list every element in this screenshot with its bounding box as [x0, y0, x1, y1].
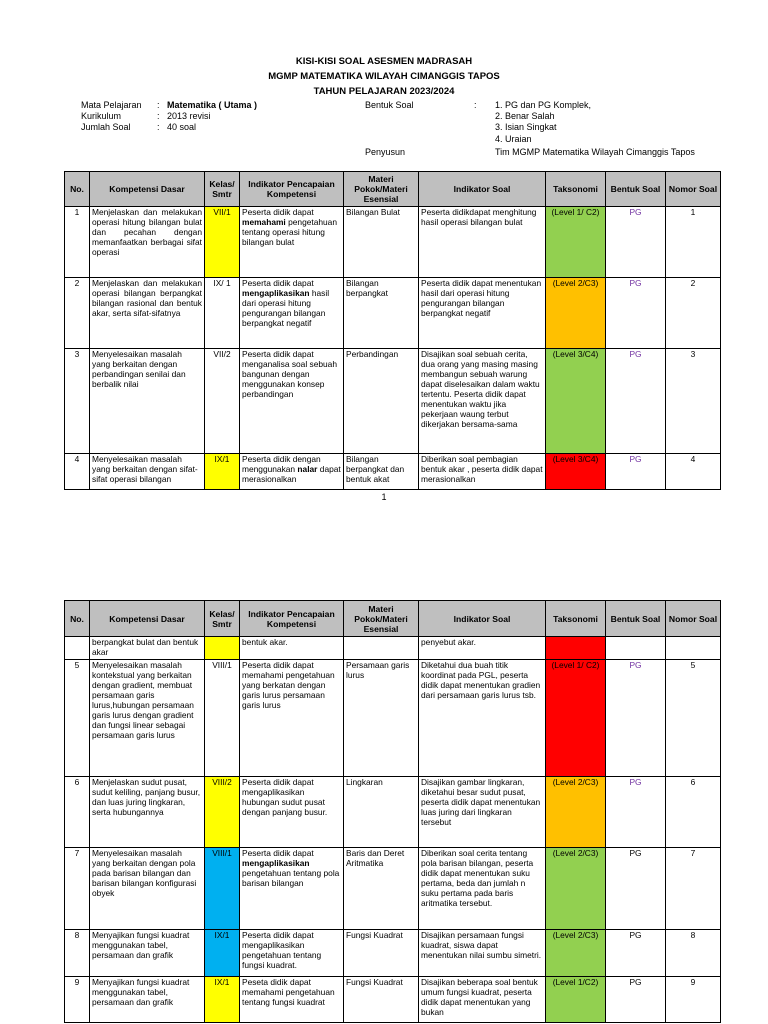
- indikator-pencapaian: Peserta didik dapat mengaplikasikan pengetahuan tentang pola barisan bilangan: [240, 848, 344, 930]
- table-row: [65, 977, 721, 1023]
- penyusun-label: Penyusun: [365, 147, 406, 157]
- col-header: Indikator Pencapaian Kompetensi: [240, 601, 344, 637]
- kelas-smtr: IX/1: [205, 454, 240, 490]
- indikator-pencapaian: Peserta didik dapat mengaplikasikan hubungan sudut pusat dengan panjang busur.: [240, 777, 344, 848]
- bentuk-soal: PG: [606, 349, 666, 454]
- kompetensi-dasar: Menyelesaikan masalah kontekstual yang berkaitan dengan gradient, membuat persamaan garis lurus,hubungan persamaan garis lurus dengan gradient dan fungsi linear sebagai persamaan garis lurus: [90, 660, 205, 777]
- penyusun-value: Tim MGMP Matematika Wilayah Cimanggis Tapos: [495, 147, 695, 157]
- col-header: Kompetensi Dasar: [90, 172, 205, 207]
- table-row: [65, 349, 721, 454]
- bentuk-label: Bentuk Soal: [365, 100, 414, 110]
- kisi-table: [64, 171, 721, 490]
- materi-pokok: Fungsi Kuadrat: [344, 977, 419, 1023]
- col-header: Kompetensi Dasar: [90, 601, 205, 637]
- kompetensi-dasar: Menyajikan fungsi kuadrat menggunakan tabel, persamaan dan grafik: [90, 977, 205, 1023]
- kelas-smtr: VIII/1: [205, 660, 240, 777]
- nomor-soal: 2: [666, 278, 721, 349]
- row-no: 1: [65, 207, 90, 278]
- table-row: [65, 777, 721, 848]
- col-header: No.: [65, 601, 90, 637]
- table-row: [65, 660, 721, 777]
- row-no: 4: [65, 454, 90, 490]
- table-row: [65, 278, 721, 349]
- indikator-pencapaian: Peseta didik dapat memahami pengetahuan tentang fungsi kuadrat: [240, 977, 344, 1023]
- taksonomi: (Level 2/C3): [546, 278, 606, 349]
- mapel-value: Matematika ( Utama ): [167, 100, 258, 110]
- indikator-soal: Disajikan soal sebuah cerita, dua orang yang masing masing membangun sebuah warung dapat diselesaikan dalam waktu tertentu. Peserta didik dapat menentukan waktu jika pekerjaan waung terbut dikerjakan bersama-sama: [419, 349, 546, 454]
- page-1: [0, 0, 768, 510]
- materi-pokok: Lingkaran: [344, 777, 419, 848]
- row-no: 7: [65, 848, 90, 930]
- colon: :: [157, 111, 160, 121]
- table-header-row: [65, 172, 721, 207]
- col-header: No.: [65, 172, 90, 207]
- table-row: [65, 454, 721, 490]
- indikator-pencapaian: Peserta didik dengan menggunakan nalar dapat merasionalkan: [240, 454, 344, 490]
- indikator-soal: Peserta didikdapat menghitung hasil operasi bilangan bulat: [419, 207, 546, 278]
- row-no: 3: [65, 349, 90, 454]
- kelas-smtr: VII/2: [205, 349, 240, 454]
- col-header: Materi Pokok/Materi Esensial: [344, 172, 419, 207]
- kompetensi-dasar: Menyelesaikan masalah yang berkaitan dengan perbandingan senilai dan berbalik nilai: [90, 349, 205, 454]
- kompetensi-dasar: berpangkat bulat dan bentuk akar: [90, 637, 205, 660]
- col-header: Kelas/ Smtr: [205, 172, 240, 207]
- indikator-soal: Peserta didik dapat menentukan hasil dari operasi hitung pengurangan bilangan berpangkat negatif: [419, 278, 546, 349]
- jumlah-value: 40 soal: [167, 122, 197, 132]
- doc-title: KISI-KISI SOAL ASESMEN MADRASAH: [295, 56, 473, 67]
- bentuk-soal: PG: [606, 278, 666, 349]
- col-header: Bentuk Soal: [606, 601, 666, 637]
- nomor-soal: 4: [666, 454, 721, 490]
- materi-pokok: Bilangan Bulat: [344, 207, 419, 278]
- bentuk-item: 1. PG dan PG Komplek,: [495, 100, 592, 110]
- bentuk-soal: PG: [606, 848, 666, 930]
- materi-pokok: Fungsi Kuadrat: [344, 930, 419, 977]
- nomor-soal: 3: [666, 349, 721, 454]
- kisi-table: [64, 600, 721, 1023]
- indikator-soal: penyebut akar.: [419, 637, 546, 660]
- taksonomi: (Level 3/C4): [546, 454, 606, 490]
- table-row: [65, 930, 721, 977]
- indikator-soal: Diberikan soal cerita tentang pola barisan bilangan, peserta didik dapat menentukan suku pertama, beda dan jumlah n suku pertama pada baris aritmatika tersebut.: [419, 848, 546, 930]
- kompetensi-dasar: Menyelesaikan masalah yang berkaitan dengan pola pada barisan bilangan dan barisan bilangan konfigurasi obyek: [90, 848, 205, 930]
- col-header: Nomor Soal: [666, 601, 721, 637]
- materi-pokok: Baris dan Deret Aritmatika: [344, 848, 419, 930]
- row-no: 6: [65, 777, 90, 848]
- bentuk-item: 2. Benar Salah: [495, 111, 555, 121]
- kelas-smtr: VIII/1: [205, 848, 240, 930]
- indikator-pencapaian: Peserta didik dapat mengaplikasikan pengetahuan tentang fungsi kuadrat.: [240, 930, 344, 977]
- table-row-continued: [65, 637, 721, 660]
- taksonomi: (Level 1/ C2): [546, 660, 606, 777]
- kelas-smtr: VIII/2: [205, 777, 240, 848]
- indikator-soal: Disajikan gambar lingkaran, diketahui besar sudut pusat, peserta didik dapat menentukan luas juring dari lingkaran tersebut: [419, 777, 546, 848]
- taksonomi: (Level 2/C3): [546, 777, 606, 848]
- table-row: [65, 848, 721, 930]
- kompetensi-dasar: Menyajikan fungsi kuadrat menggunakan tabel, persamaan dan grafik: [90, 930, 205, 977]
- materi-pokok: Perbandingan: [344, 349, 419, 454]
- indikator-soal: Diberikan soal pembagian bentuk akar , peserta didik dapat merasionalkan: [419, 454, 546, 490]
- taksonomi: (Level 1/C2): [546, 977, 606, 1023]
- row-no: 2: [65, 278, 90, 349]
- col-header: Bentuk Soal: [606, 172, 666, 207]
- kelas-smtr: IX/1: [205, 930, 240, 977]
- indikator-pencapaian: Peserta didik dapat mengaplikasikan hasil dari operasi hitung pengurangan bilangan berpangkat negatif: [240, 278, 344, 349]
- row-no: 9: [65, 977, 90, 1023]
- materi-pokok: Bilangan berpangkat: [344, 278, 419, 349]
- indikator-pencapaian: bentuk akar.: [240, 637, 344, 660]
- col-header: Materi Pokok/Materi Esensial: [344, 601, 419, 637]
- taksonomi: (Level 2/C3): [546, 930, 606, 977]
- bentuk-soal: PG: [606, 660, 666, 777]
- col-header: Indikator Soal: [419, 172, 546, 207]
- bentuk-soal: PG: [606, 454, 666, 490]
- col-header: Indikator Soal: [419, 601, 546, 637]
- page-2: [0, 560, 768, 1024]
- nomor-soal: 6: [666, 777, 721, 848]
- kurikulum-value: 2013 revisi: [167, 111, 211, 121]
- bentuk-soal: PG: [606, 930, 666, 977]
- kompetensi-dasar: Menyelesaikan masalah yang berkaitan dengan sifat-sifat operasi bilangan: [90, 454, 205, 490]
- row-no: 8: [65, 930, 90, 977]
- bentuk-soal: PG: [606, 207, 666, 278]
- taksonomi: (Level 2/C3): [546, 848, 606, 930]
- kompetensi-dasar: Menjelaskan dan melakukan operasi hitung bilangan bulat dan pecahan dengan memanfaatkan berbagai sifat operasi: [90, 207, 205, 278]
- indikator-pencapaian: Peserta didik dapat memahami pengetahuan tentang operasi hitung bilangan bulat: [240, 207, 344, 278]
- materi-pokok: Persamaan garis lurus: [344, 660, 419, 777]
- kelas-smtr: IX/1: [205, 977, 240, 1023]
- mapel-label: Mata Pelajaran: [81, 100, 142, 110]
- col-header: Indikator Pencapaian Kompetensi: [240, 172, 344, 207]
- indikator-soal: Disajikan beberapa soal bentuk umum fungsi kuadrat, peserta didik dapat menentukan yang bukan: [419, 977, 546, 1023]
- colon: :: [157, 100, 160, 110]
- indikator-pencapaian: Peserta didik dapat memahami pengetahuan yang berkatan dengan garis lurus persamaan garis lurus: [240, 660, 344, 777]
- nomor-soal: 9: [666, 977, 721, 1023]
- indikator-soal: Diketahui dua buah titik koordinat pada PGL, peserta didik dapat menentukan gradien dari persamaan garis lurus tsb.: [419, 660, 546, 777]
- nomor-soal: 7: [666, 848, 721, 930]
- taksonomi: (Level 1/ C2): [546, 207, 606, 278]
- doc-year: TAHUN PELAJARAN 2023/2024: [313, 86, 455, 97]
- doc-subtitle: MGMP MATEMATIKA WILAYAH CIMANGGIS TAPOS: [268, 71, 500, 82]
- jumlah-label: Jumlah Soal: [81, 122, 131, 132]
- indikator-pencapaian: Peserta didik dapat menganalisa soal sebuah bangunan dengan menggunakan konsep perbandingan: [240, 349, 344, 454]
- kelas-smtr: VII/1: [205, 207, 240, 278]
- kompetensi-dasar: Menjelaskan dan melakukan operasi bilangan berpangkat bilangan rasional dan bentuk akar, serta sifat-sifatnya: [90, 278, 205, 349]
- table-header-row: [65, 601, 721, 637]
- nomor-soal: 8: [666, 930, 721, 977]
- kelas-smtr: IX/ 1: [205, 278, 240, 349]
- nomor-soal: 1: [666, 207, 721, 278]
- col-header: Nomor Soal: [666, 172, 721, 207]
- colon: :: [157, 122, 160, 132]
- taksonomi: (Level 3/C4): [546, 349, 606, 454]
- row-no: 5: [65, 660, 90, 777]
- col-header: Kelas/ Smtr: [205, 601, 240, 637]
- indikator-soal: Disajikan persamaan fungsi kuadrat, siswa dapat menentukan nilai sumbu simetri.: [419, 930, 546, 977]
- bentuk-item: 3. Isian Singkat: [495, 122, 557, 132]
- col-header: Taksonomi: [546, 601, 606, 637]
- page-number: 1: [381, 492, 387, 502]
- table-row: [65, 207, 721, 278]
- bentuk-item: 4. Uraian: [495, 134, 532, 144]
- colon: :: [474, 100, 477, 110]
- col-header: Taksonomi: [546, 172, 606, 207]
- bentuk-soal: PG: [606, 777, 666, 848]
- kurikulum-label: Kurikulum: [81, 111, 122, 121]
- materi-pokok: Bilangan berpangkat dan bentuk akat: [344, 454, 419, 490]
- bentuk-soal: PG: [606, 977, 666, 1023]
- nomor-soal: 5: [666, 660, 721, 777]
- kompetensi-dasar: Menjelaskan sudut pusat, sudut keliling, panjang busur, dan luas juring lingkaran, serta hubungannya: [90, 777, 205, 848]
